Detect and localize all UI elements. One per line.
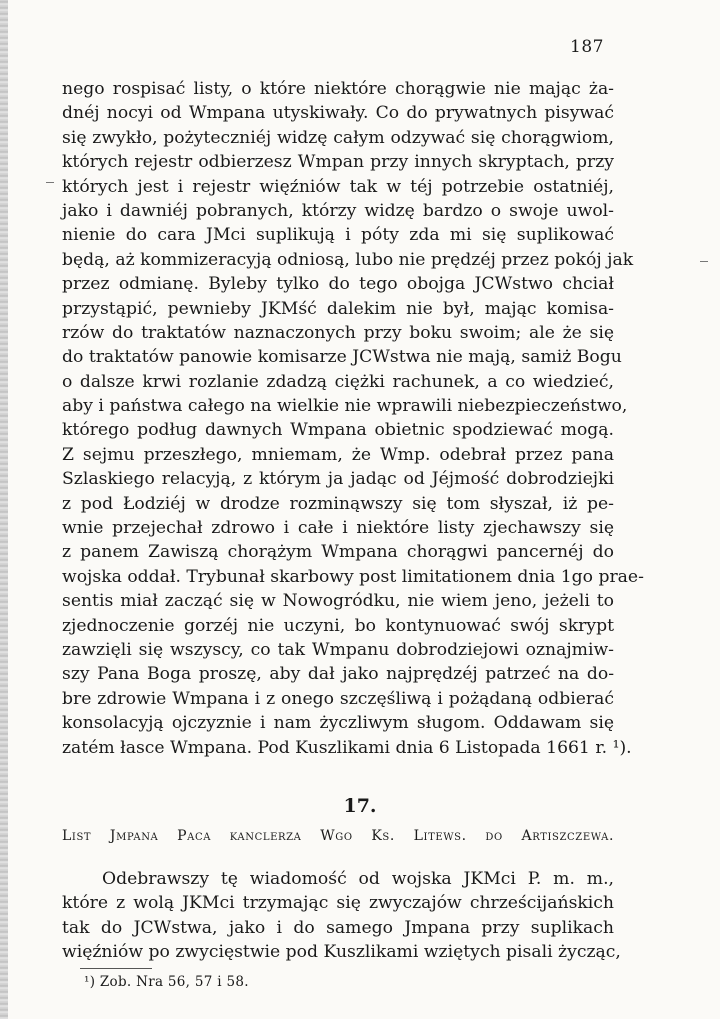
text-line: którego podług dawnych Wmpana obietnic spodziewać mogą. bbox=[62, 420, 614, 441]
margin-mark bbox=[46, 182, 54, 183]
text-line: Z sejmu przeszłego, mniemam, że Wmp. odebrał przez pana bbox=[62, 444, 614, 465]
text-line: które z wolą JKMci trzymając się zwyczajów chrześcijańskich bbox=[62, 893, 614, 914]
text-line: z panem Zawiszą chorążym Wmpana chorągwi pancernéj do bbox=[62, 542, 614, 563]
text-line: nienie do cara JMci suplikują i póty zda mi się suplikować bbox=[62, 225, 614, 246]
text-line: zawzięli się wszyscy, co tak Wmpanu dobrodziejowi oznajmiw- bbox=[62, 639, 614, 660]
letter-text bbox=[62, 867, 621, 965]
section-number: 17. bbox=[343, 795, 377, 817]
text-line: z pod Łodziéj w drodze rozminąwszy się tom słyszał, iż pe- bbox=[62, 493, 614, 514]
text-line: zatém łasce Wmpana. Pod Kuszlikami dnia 6 Listopada 1661 r. ¹). bbox=[62, 737, 632, 758]
text-line: o dalsze krwi rozlanie zdadzą ciężki rachunek, a co wiedzieć, bbox=[62, 371, 614, 392]
page-number: 187 bbox=[570, 37, 604, 57]
text-line: przez odmianę. Byleby tylko do tego obojga JCWstwo chciał bbox=[62, 274, 614, 295]
text-line: których jest i rejestr więźniów tak w téj potrzebie ostatniéj, bbox=[62, 176, 614, 197]
text-line: będą, aż kommizeracyją odniosą, lubo nie prędzéj przez pokój jak bbox=[62, 249, 634, 270]
text-line: więźniów po zwycięstwie pod Kuszlikami wziętych pisali życząc, bbox=[62, 942, 621, 963]
text-line: szy Pana Boga proszę, aby dał jako najprędzéj patrzeć na do- bbox=[62, 664, 614, 685]
text-line: wojska oddał. Trybunał skarbowy post limitationem dnia 1go prae- bbox=[62, 566, 644, 587]
text-line: się zwykło, pożyteczniéj widzę całym odzywać się chorągwiom, bbox=[62, 127, 614, 148]
text-line: dnéj nocyi od Wmpana utyskiwały. Co do prywatnych pisywać bbox=[62, 103, 614, 124]
text-line: nego rospisać listy, o które niektóre chorągwie nie mając ża- bbox=[62, 79, 614, 99]
text-line: rzów do traktatów naznaczonych przy boku swoim; ale że się bbox=[62, 322, 614, 343]
main-text bbox=[62, 77, 644, 760]
text-line: konsolacyją ojczyznie i nam życzliwym sługom. Oddawam się bbox=[62, 713, 614, 734]
margin-mark bbox=[700, 261, 708, 262]
footnote-rule bbox=[80, 968, 152, 969]
text-line: aby i państwa całego na wielkie nie wprawili niebezpieczeństwo, bbox=[62, 396, 628, 417]
scan-edge bbox=[0, 0, 8, 1019]
text-line: do traktatów panowie komisarze JCWstwa nie mają, samiż Bogu bbox=[62, 347, 622, 368]
text-line: Odebrawszy tę wiadomość od wojska JKMci P. m. m., bbox=[102, 869, 614, 889]
text-line: zjednoczenie gorzéj nie uczyni, bo kontynuować swój skrypt bbox=[62, 615, 614, 636]
text-line: Szlaskiego relacyją, z którym ja jadąc od Jéjmość dobrodziejki bbox=[62, 469, 614, 490]
text-line: jako i dawniéj pobranych, którzy widzę bardzo o swoje uwol- bbox=[62, 200, 614, 221]
letter-title: List Jmpana Paca kanclerza Wgo Ks. Litews. do Artiszczewa. bbox=[62, 828, 614, 844]
footnote: ¹) Zob. Nra 56, 57 i 58. bbox=[84, 974, 249, 990]
text-line: sentis miał zacząć się w Nowogródku, nie wiem jeno, jeżeli to bbox=[62, 591, 614, 612]
text-line: których rejestr odbierzesz Wmpan przy innych skryptach, przy bbox=[62, 152, 614, 173]
text-line: tak do JCWstwa, jako i do samego Jmpana przy suplikach bbox=[62, 917, 614, 938]
text-line: przystąpić, pewnieby JKMść dalekim nie był, mając komisa- bbox=[62, 298, 614, 319]
text-line: wnie przejechał zdrowo i całe i niektóre listy zjechawszy się bbox=[62, 518, 614, 539]
text-line: bre zdrowie Wmpana i z onego szczęśliwą i pożądaną odbierać bbox=[62, 688, 614, 709]
